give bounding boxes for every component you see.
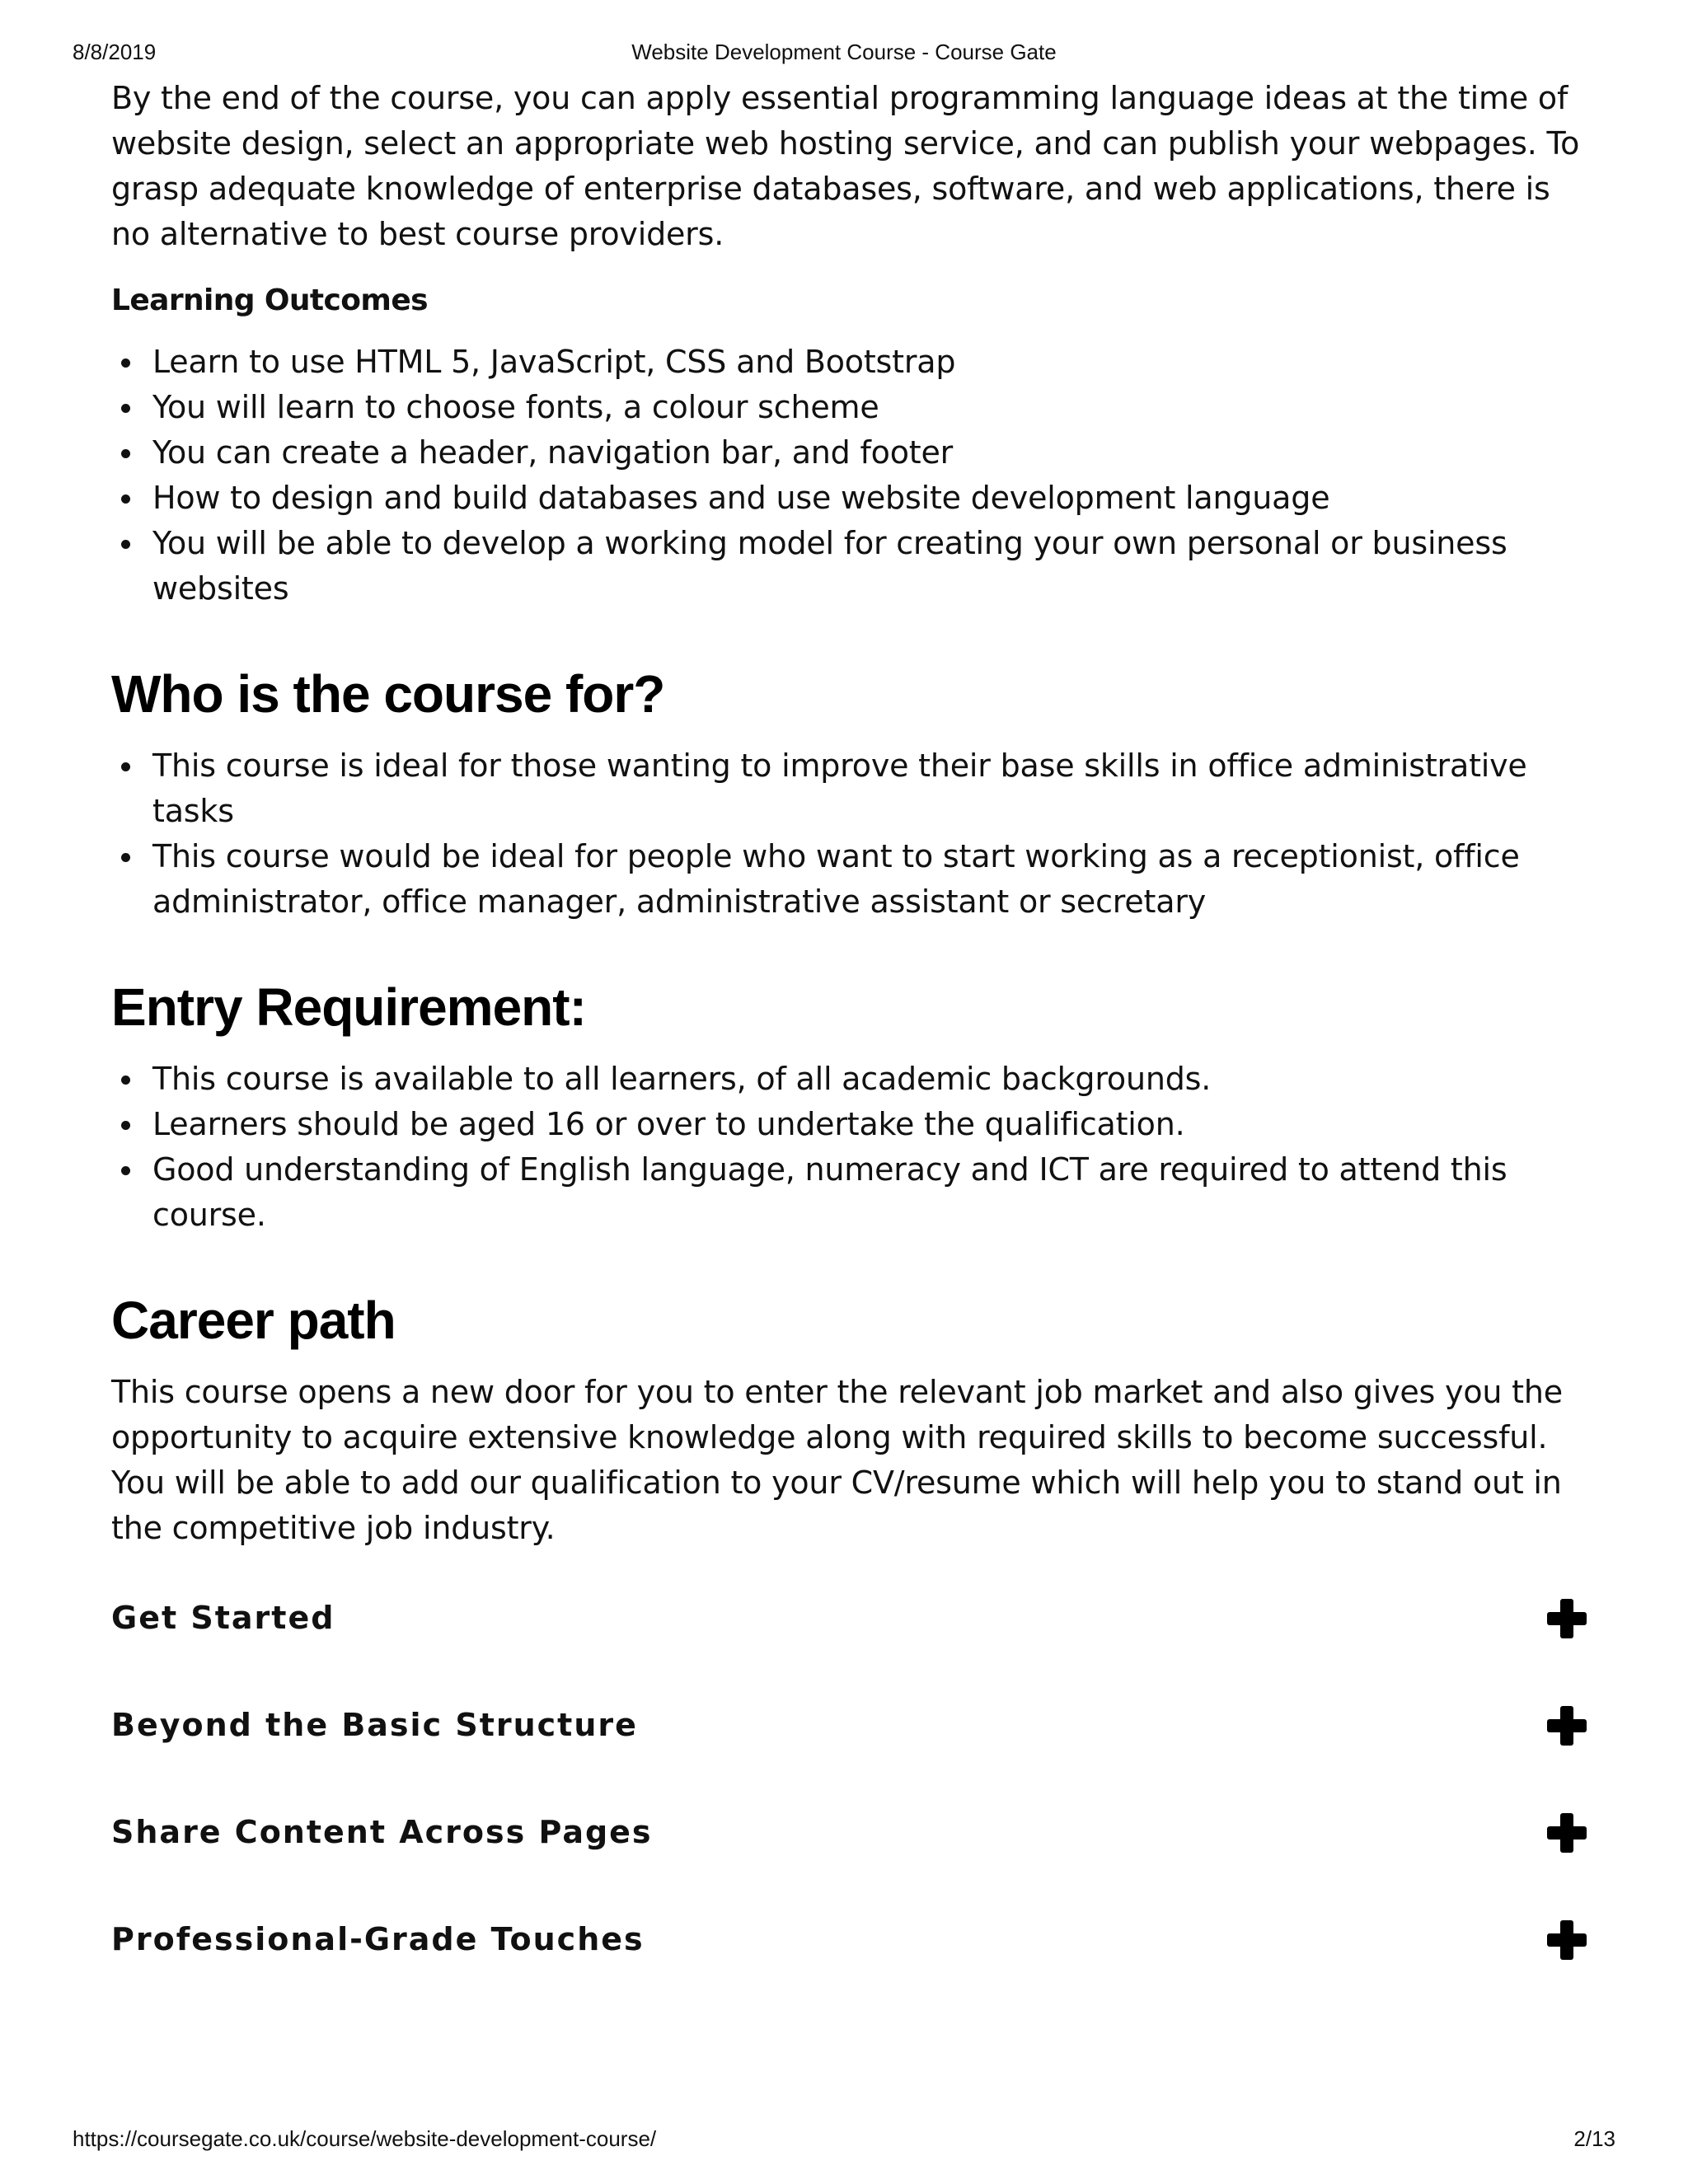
print-url: https://coursegate.co.uk/course/website-development-course/	[73, 2126, 657, 2151]
list-item: This course is ideal for those wanting to improve their base skills in office administrative tasks	[152, 743, 1587, 834]
learning-outcomes-list	[111, 340, 1587, 612]
list-item: This course is available to all learners, of all academic backgrounds.	[152, 1057, 1587, 1102]
page-number: 2/13	[1573, 2126, 1615, 2151]
accordion-label: Share Content Across Pages	[111, 1814, 653, 1850]
accordion-label: Professional-Grade Touches	[111, 1921, 645, 1957]
accordion-label: Beyond the Basic Structure	[111, 1707, 638, 1743]
accordion-item-professional-grade[interactable]	[111, 1919, 1587, 2026]
list-item: Learn to use HTML 5, JavaScript, CSS and Bootstrap	[152, 340, 1587, 385]
curriculum-accordion	[111, 1597, 1587, 2026]
plus-icon[interactable]	[1547, 1599, 1587, 1638]
list-item: Good understanding of English language, numeracy and ICT are required to attend this course.	[152, 1147, 1587, 1238]
list-item: You will learn to choose fonts, a colour scheme	[152, 385, 1587, 430]
accordion-item-share-content[interactable]	[111, 1811, 1587, 1919]
print-page-title: Website Development Course - Course Gate	[631, 40, 1057, 64]
main-content	[111, 76, 1587, 2026]
print-header	[0, 40, 1688, 69]
list-item: This course would be ideal for people who want to start working as a receptionist, office administrator, office manager, administrative assistant or secretary	[152, 834, 1587, 925]
intro-paragraph: By the end of the course, you can apply essential programming language ideas at the time of website design, select an appropriate web hosting service, and can publish your webpages. To grasp adequate knowledge of enterprise databases, software, and web applications, there is no alternative to best course providers.	[111, 80, 1580, 252]
career-path-paragraph: This course opens a new door for you to enter the relevant job market and also gives you the opportunity to acquire extensive knowledge along with required skills to become successful. You will be able to add our qualification to your CV/resume which will help you to stand out in the competitive job industry.	[111, 1374, 1563, 1546]
plus-icon[interactable]	[1547, 1920, 1587, 1960]
learning-outcomes-heading: Learning Outcomes	[111, 284, 428, 317]
accordion-item-beyond-basic-structure[interactable]	[111, 1704, 1587, 1811]
plus-icon[interactable]	[1547, 1706, 1587, 1746]
print-date: 8/8/2019	[73, 40, 157, 64]
accordion-label: Get Started	[111, 1600, 335, 1636]
list-item: Learners should be aged 16 or over to undertake the qualification.	[152, 1102, 1587, 1147]
plus-icon[interactable]	[1547, 1813, 1587, 1853]
entry-requirement-list	[111, 1057, 1587, 1238]
list-item: You will be able to develop a working model for creating your own personal or business websites	[152, 521, 1587, 612]
career-path-heading: Career path	[111, 1291, 396, 1350]
who-for-heading: Who is the course for?	[111, 664, 665, 724]
accordion-item-get-started[interactable]	[111, 1597, 1587, 1704]
list-item: You can create a header, navigation bar, and footer	[152, 430, 1587, 476]
entry-requirement-heading: Entry Requirement:	[111, 977, 586, 1037]
list-item: How to design and build databases and use website development language	[152, 476, 1587, 521]
who-for-list	[111, 743, 1587, 925]
